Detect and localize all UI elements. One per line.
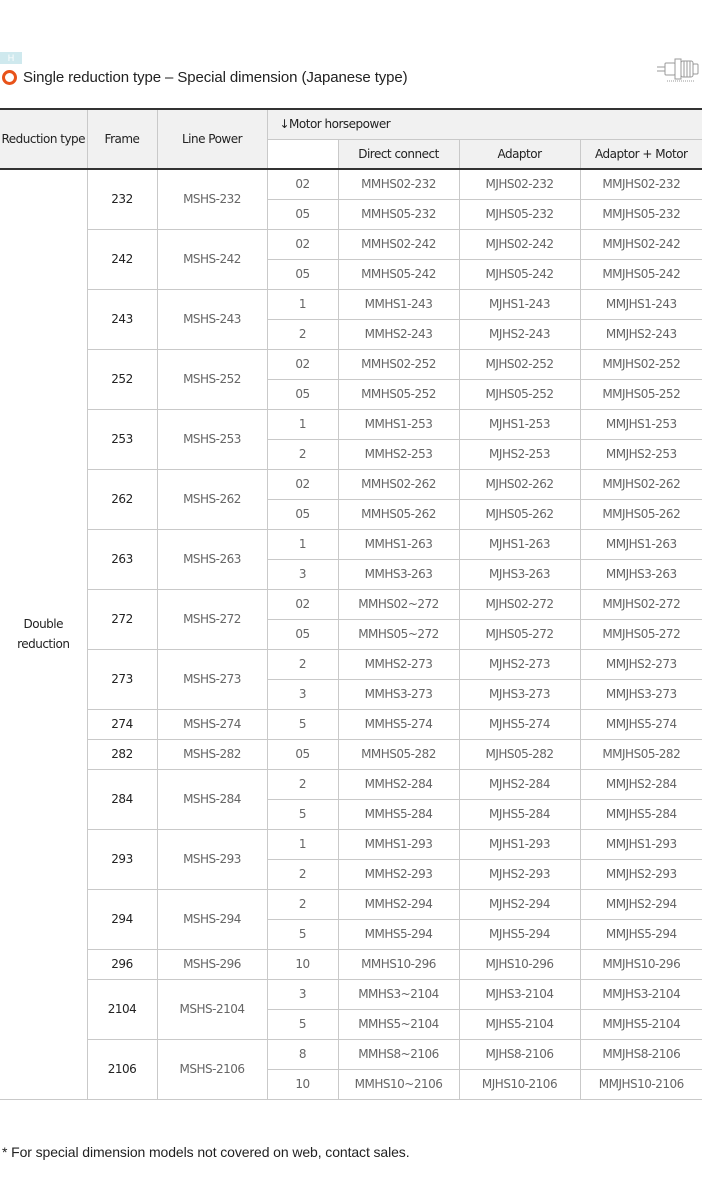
line-power-cell: MSHS-2106 bbox=[157, 1039, 267, 1099]
adaptor-motor-cell: MMJHS5-2104 bbox=[580, 1009, 702, 1039]
line-power-cell: MSHS-293 bbox=[157, 829, 267, 889]
header-line-power: Line Power bbox=[157, 109, 267, 169]
header-adaptor: Adaptor bbox=[459, 139, 580, 169]
table-row bbox=[0, 289, 702, 319]
frame-cell: 243 bbox=[87, 289, 157, 349]
horsepower-cell: 10 bbox=[267, 1069, 338, 1099]
adaptor-cell: MJHS2-273 bbox=[459, 649, 580, 679]
adaptor-motor-cell: MMJHS5-284 bbox=[580, 799, 702, 829]
line-power-cell: MSHS-242 bbox=[157, 229, 267, 289]
reduction-type-cell: Double reduction bbox=[0, 169, 87, 1099]
direct-connect-cell: MMHS1-293 bbox=[338, 829, 459, 859]
direct-connect-cell: MMHS02~272 bbox=[338, 589, 459, 619]
frame-cell: 284 bbox=[87, 769, 157, 829]
direct-connect-cell: MMHS10-296 bbox=[338, 949, 459, 979]
adaptor-cell: MJHS5-274 bbox=[459, 709, 580, 739]
line-power-cell: MSHS-273 bbox=[157, 649, 267, 709]
section-badge: H bbox=[0, 52, 22, 64]
frame-cell: 252 bbox=[87, 349, 157, 409]
direct-connect-cell: MMHS10~2106 bbox=[338, 1069, 459, 1099]
direct-connect-cell: MMHS5-284 bbox=[338, 799, 459, 829]
direct-connect-cell: MMHS5-294 bbox=[338, 919, 459, 949]
header-motor-horsepower: ↓Motor horsepower bbox=[267, 109, 702, 139]
direct-connect-cell: MMHS05-262 bbox=[338, 499, 459, 529]
table-row bbox=[0, 829, 702, 859]
table-row bbox=[0, 1039, 702, 1069]
adaptor-cell: MJHS05-262 bbox=[459, 499, 580, 529]
header-adaptor-motor: Adaptor + Motor bbox=[580, 139, 702, 169]
adaptor-motor-cell: MMJHS8-2106 bbox=[580, 1039, 702, 1069]
direct-connect-cell: MMHS3-273 bbox=[338, 679, 459, 709]
frame-cell: 293 bbox=[87, 829, 157, 889]
adaptor-cell: MJHS02-242 bbox=[459, 229, 580, 259]
horsepower-cell: 2 bbox=[267, 439, 338, 469]
table-row bbox=[0, 589, 702, 619]
direct-connect-cell: MMHS05-282 bbox=[338, 739, 459, 769]
table-row bbox=[0, 229, 702, 259]
horsepower-cell: 3 bbox=[267, 679, 338, 709]
adaptor-cell: MJHS1-263 bbox=[459, 529, 580, 559]
adaptor-cell: MJHS02-272 bbox=[459, 589, 580, 619]
horsepower-cell: 5 bbox=[267, 709, 338, 739]
adaptor-motor-cell: MMJHS05-232 bbox=[580, 199, 702, 229]
adaptor-cell: MJHS05-242 bbox=[459, 259, 580, 289]
adaptor-cell: MJHS1-293 bbox=[459, 829, 580, 859]
direct-connect-cell: MMHS3~2104 bbox=[338, 979, 459, 1009]
table-row bbox=[0, 739, 702, 769]
direct-connect-cell: MMHS2-294 bbox=[338, 889, 459, 919]
line-power-cell: MSHS-272 bbox=[157, 589, 267, 649]
line-power-cell: MSHS-243 bbox=[157, 289, 267, 349]
horsepower-cell: 8 bbox=[267, 1039, 338, 1069]
direct-connect-cell: MMHS02-232 bbox=[338, 169, 459, 199]
horsepower-cell: 1 bbox=[267, 409, 338, 439]
frame-cell: 262 bbox=[87, 469, 157, 529]
table-row bbox=[0, 889, 702, 919]
table-row bbox=[0, 979, 702, 1009]
adaptor-cell: MJHS05-282 bbox=[459, 739, 580, 769]
header-direct-connect: Direct connect bbox=[338, 139, 459, 169]
page-title: Single reduction type – Special dimension (Japanese type) bbox=[23, 68, 408, 86]
line-power-cell: MSHS-282 bbox=[157, 739, 267, 769]
line-power-cell: MSHS-253 bbox=[157, 409, 267, 469]
horsepower-cell: 1 bbox=[267, 289, 338, 319]
horsepower-cell: 5 bbox=[267, 799, 338, 829]
direct-connect-cell: MMHS2-284 bbox=[338, 769, 459, 799]
horsepower-cell: 05 bbox=[267, 499, 338, 529]
adaptor-cell: MJHS05-232 bbox=[459, 199, 580, 229]
footnote: * For special dimension models not covered on web, contact sales. bbox=[2, 1144, 410, 1160]
adaptor-motor-cell: MMJHS3-273 bbox=[580, 679, 702, 709]
horsepower-cell: 3 bbox=[267, 559, 338, 589]
frame-cell: 232 bbox=[87, 169, 157, 229]
adaptor-cell: MJHS5-294 bbox=[459, 919, 580, 949]
table-row bbox=[0, 469, 702, 499]
direct-connect-cell: MMHS5~2104 bbox=[338, 1009, 459, 1039]
frame-cell: 2104 bbox=[87, 979, 157, 1039]
table-row bbox=[0, 409, 702, 439]
adaptor-cell: MJHS05-272 bbox=[459, 619, 580, 649]
horsepower-cell: 05 bbox=[267, 619, 338, 649]
direct-connect-cell: MMHS1-263 bbox=[338, 529, 459, 559]
direct-connect-cell: MMHS02-262 bbox=[338, 469, 459, 499]
horsepower-cell: 5 bbox=[267, 919, 338, 949]
adaptor-cell: MJHS10-2106 bbox=[459, 1069, 580, 1099]
adaptor-cell: MJHS05-252 bbox=[459, 379, 580, 409]
horsepower-cell: 05 bbox=[267, 379, 338, 409]
adaptor-cell: MJHS10-296 bbox=[459, 949, 580, 979]
adaptor-cell: MJHS02-232 bbox=[459, 169, 580, 199]
direct-connect-cell: MMHS8~2106 bbox=[338, 1039, 459, 1069]
horsepower-cell: 2 bbox=[267, 859, 338, 889]
adaptor-cell: MJHS2-253 bbox=[459, 439, 580, 469]
adaptor-motor-cell: MMJHS1-293 bbox=[580, 829, 702, 859]
adaptor-cell: MJHS2-293 bbox=[459, 859, 580, 889]
table-row bbox=[0, 949, 702, 979]
circle-bullet-icon bbox=[2, 70, 17, 85]
horsepower-cell: 10 bbox=[267, 949, 338, 979]
section-header bbox=[2, 66, 408, 88]
adaptor-cell: MJHS02-252 bbox=[459, 349, 580, 379]
horsepower-cell: 02 bbox=[267, 229, 338, 259]
adaptor-motor-cell: MMJHS05-282 bbox=[580, 739, 702, 769]
adaptor-cell: MJHS5-284 bbox=[459, 799, 580, 829]
frame-cell: 273 bbox=[87, 649, 157, 709]
adaptor-cell: MJHS8-2106 bbox=[459, 1039, 580, 1069]
frame-cell: 274 bbox=[87, 709, 157, 739]
line-power-cell: MSHS-232 bbox=[157, 169, 267, 229]
line-power-cell: MSHS-296 bbox=[157, 949, 267, 979]
horsepower-cell: 02 bbox=[267, 169, 338, 199]
direct-connect-cell: MMHS05-232 bbox=[338, 199, 459, 229]
direct-connect-cell: MMHS05~272 bbox=[338, 619, 459, 649]
horsepower-cell: 2 bbox=[267, 889, 338, 919]
adaptor-motor-cell: MMJHS05-242 bbox=[580, 259, 702, 289]
header-hp-blank bbox=[267, 139, 338, 169]
direct-connect-cell: MMHS05-252 bbox=[338, 379, 459, 409]
frame-cell: 242 bbox=[87, 229, 157, 289]
adaptor-motor-cell: MMJHS3-2104 bbox=[580, 979, 702, 1009]
horsepower-cell: 05 bbox=[267, 739, 338, 769]
adaptor-motor-cell: MMJHS10-296 bbox=[580, 949, 702, 979]
horsepower-cell: 1 bbox=[267, 829, 338, 859]
horsepower-cell: 02 bbox=[267, 349, 338, 379]
adaptor-motor-cell: MMJHS05-252 bbox=[580, 379, 702, 409]
adaptor-motor-cell: MMJHS5-274 bbox=[580, 709, 702, 739]
table-row bbox=[0, 649, 702, 679]
adaptor-cell: MJHS3-273 bbox=[459, 679, 580, 709]
frame-cell: 263 bbox=[87, 529, 157, 589]
frame-cell: 294 bbox=[87, 889, 157, 949]
direct-connect-cell: MMHS02-242 bbox=[338, 229, 459, 259]
direct-connect-cell: MMHS1-253 bbox=[338, 409, 459, 439]
horsepower-cell: 2 bbox=[267, 769, 338, 799]
direct-connect-cell: MMHS2-273 bbox=[338, 649, 459, 679]
horsepower-cell: 02 bbox=[267, 589, 338, 619]
adaptor-motor-cell: MMJHS10-2106 bbox=[580, 1069, 702, 1099]
gear-motor-icon bbox=[655, 55, 701, 85]
line-power-cell: MSHS-262 bbox=[157, 469, 267, 529]
spec-table bbox=[0, 108, 702, 1100]
line-power-cell: MSHS-274 bbox=[157, 709, 267, 739]
horsepower-cell: 2 bbox=[267, 649, 338, 679]
adaptor-cell: MJHS5-2104 bbox=[459, 1009, 580, 1039]
adaptor-motor-cell: MMJHS02-232 bbox=[580, 169, 702, 199]
adaptor-motor-cell: MMJHS2-293 bbox=[580, 859, 702, 889]
adaptor-cell: MJHS3-2104 bbox=[459, 979, 580, 1009]
horsepower-cell: 05 bbox=[267, 199, 338, 229]
table-row bbox=[0, 169, 702, 199]
adaptor-motor-cell: MMJHS3-263 bbox=[580, 559, 702, 589]
header-frame: Frame bbox=[87, 109, 157, 169]
adaptor-motor-cell: MMJHS02-242 bbox=[580, 229, 702, 259]
line-power-cell: MSHS-2104 bbox=[157, 979, 267, 1039]
adaptor-motor-cell: MMJHS02-262 bbox=[580, 469, 702, 499]
frame-cell: 296 bbox=[87, 949, 157, 979]
direct-connect-cell: MMHS5-274 bbox=[338, 709, 459, 739]
adaptor-motor-cell: MMJHS2-284 bbox=[580, 769, 702, 799]
line-power-cell: MSHS-263 bbox=[157, 529, 267, 589]
adaptor-motor-cell: MMJHS02-272 bbox=[580, 589, 702, 619]
adaptor-cell: MJHS2-284 bbox=[459, 769, 580, 799]
adaptor-cell: MJHS3-263 bbox=[459, 559, 580, 589]
direct-connect-cell: MMHS3-263 bbox=[338, 559, 459, 589]
direct-connect-cell: MMHS2-243 bbox=[338, 319, 459, 349]
adaptor-motor-cell: MMJHS2-294 bbox=[580, 889, 702, 919]
adaptor-motor-cell: MMJHS1-243 bbox=[580, 289, 702, 319]
direct-connect-cell: MMHS1-243 bbox=[338, 289, 459, 319]
adaptor-cell: MJHS2-243 bbox=[459, 319, 580, 349]
horsepower-cell: 2 bbox=[267, 319, 338, 349]
adaptor-motor-cell: MMJHS05-272 bbox=[580, 619, 702, 649]
horsepower-cell: 3 bbox=[267, 979, 338, 1009]
adaptor-cell: MJHS1-253 bbox=[459, 409, 580, 439]
direct-connect-cell: MMHS2-253 bbox=[338, 439, 459, 469]
adaptor-motor-cell: MMJHS2-253 bbox=[580, 439, 702, 469]
adaptor-cell: MJHS2-294 bbox=[459, 889, 580, 919]
direct-connect-cell: MMHS2-293 bbox=[338, 859, 459, 889]
horsepower-cell: 05 bbox=[267, 259, 338, 289]
direct-connect-cell: MMHS02-252 bbox=[338, 349, 459, 379]
frame-cell: 282 bbox=[87, 739, 157, 769]
frame-cell: 2106 bbox=[87, 1039, 157, 1099]
adaptor-cell: MJHS02-262 bbox=[459, 469, 580, 499]
frame-cell: 253 bbox=[87, 409, 157, 469]
header-reduction-type: Reduction type bbox=[0, 109, 87, 169]
adaptor-motor-cell: MMJHS05-262 bbox=[580, 499, 702, 529]
horsepower-cell: 1 bbox=[267, 529, 338, 559]
spec-table-body bbox=[0, 169, 702, 1099]
table-row bbox=[0, 709, 702, 739]
adaptor-motor-cell: MMJHS5-294 bbox=[580, 919, 702, 949]
line-power-cell: MSHS-294 bbox=[157, 889, 267, 949]
adaptor-cell: MJHS1-243 bbox=[459, 289, 580, 319]
table-row bbox=[0, 349, 702, 379]
horsepower-cell: 5 bbox=[267, 1009, 338, 1039]
line-power-cell: MSHS-284 bbox=[157, 769, 267, 829]
table-row bbox=[0, 529, 702, 559]
adaptor-motor-cell: MMJHS1-263 bbox=[580, 529, 702, 559]
line-power-cell: MSHS-252 bbox=[157, 349, 267, 409]
direct-connect-cell: MMHS05-242 bbox=[338, 259, 459, 289]
adaptor-motor-cell: MMJHS2-273 bbox=[580, 649, 702, 679]
frame-cell: 272 bbox=[87, 589, 157, 649]
table-row bbox=[0, 769, 702, 799]
adaptor-motor-cell: MMJHS2-243 bbox=[580, 319, 702, 349]
adaptor-motor-cell: MMJHS1-253 bbox=[580, 409, 702, 439]
horsepower-cell: 02 bbox=[267, 469, 338, 499]
adaptor-motor-cell: MMJHS02-252 bbox=[580, 349, 702, 379]
